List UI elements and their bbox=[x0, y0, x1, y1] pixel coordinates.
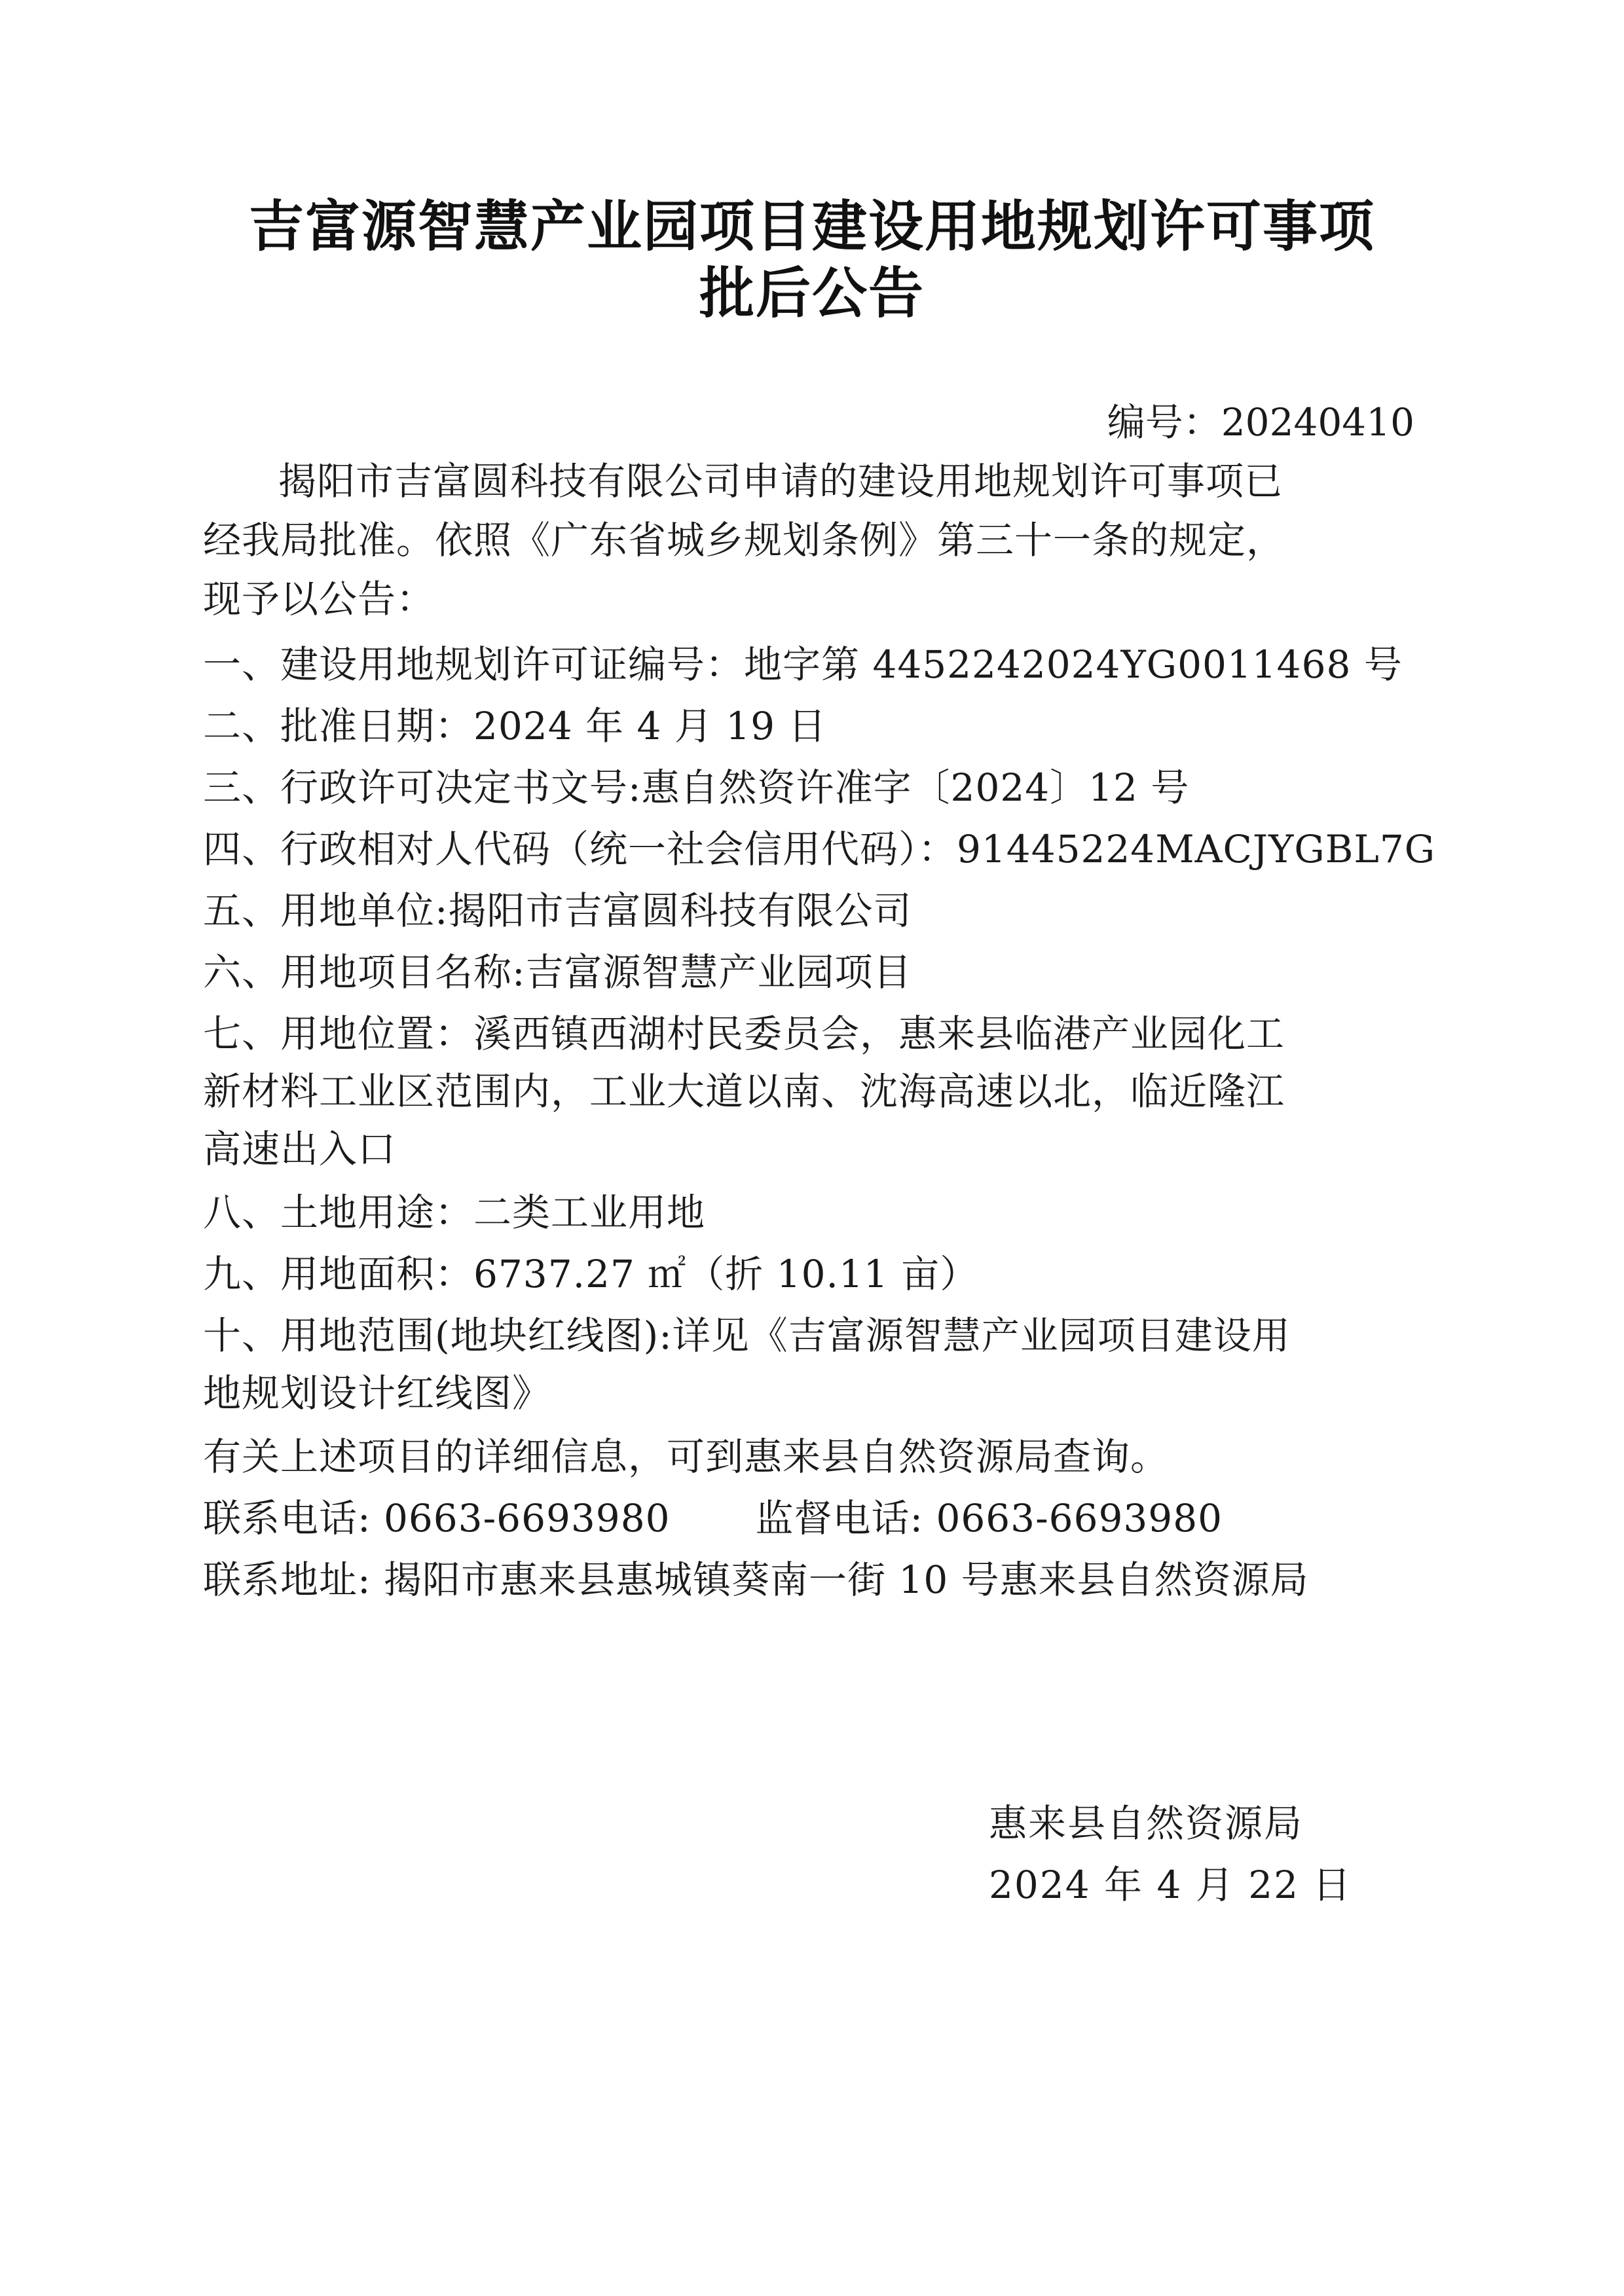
item-location-line-1: 七、用地位置：溪西镇西湖村民委员会，惠来县临港产业园化工 bbox=[203, 1011, 1285, 1056]
contact-address: 联系地址: 揭阳市惠来县惠城镇葵南一街 10 号惠来县自然资源局 bbox=[203, 1558, 1309, 1602]
item-land-scope-line-1: 十、用地范围(地块红线图):详见《吉富源智慧产业园项目建设用 bbox=[203, 1313, 1291, 1358]
item-land-scope-line-2: 地规划设计红线图》 bbox=[203, 1371, 551, 1415]
item-credit-code: 四、行政相对人代码（统一社会信用代码）：91445224MACJYGBL7G bbox=[203, 827, 1436, 871]
item-decision-number: 三、行政许可决定书文号:惠自然资许准字〔2024〕12 号 bbox=[203, 765, 1190, 810]
item-land-area: 九、用地面积：6737.27 ㎡（折 10.11 亩） bbox=[203, 1252, 979, 1296]
notice-title-line-2: 批后公告 bbox=[699, 261, 925, 325]
item-land-unit: 五、用地单位:揭阳市吉富圆科技有限公司 bbox=[203, 888, 912, 933]
supervise-phone: 监督电话: 0663-6693980 bbox=[755, 1496, 1223, 1540]
signature-date: 2024 年 4 月 22 日 bbox=[989, 1863, 1352, 1907]
notice-title-line-1: 吉富源智慧产业园项目建设用地规划许可事项 bbox=[248, 194, 1375, 259]
contact-phone: 联系电话: 0663-6693980 bbox=[203, 1496, 671, 1540]
footer-info: 有关上述项目的详细信息，可到惠来县自然资源局查询。 bbox=[203, 1434, 1170, 1479]
item-permit-number: 一、建设用地规划许可证编号：地字第 4452242024YG0011468 号 bbox=[203, 642, 1403, 687]
item-land-use: 八、土地用途：二类工业用地 bbox=[203, 1190, 706, 1235]
intro-line-3: 现予以公告： bbox=[203, 577, 435, 621]
item-project-name: 六、用地项目名称:吉富源智慧产业园项目 bbox=[203, 950, 912, 994]
item-approval-date: 二、批准日期：2024 年 4 月 19 日 bbox=[203, 704, 827, 748]
item-location-line-3: 高速出入口 bbox=[203, 1127, 397, 1171]
signature-org: 惠来县自然资源局 bbox=[989, 1801, 1304, 1846]
intro-line-2: 经我局批准。依照《广东省城乡规划条例》第三十一条的规定， bbox=[203, 518, 1285, 562]
item-location-line-2: 新材料工业区范围内，工业大道以南、沈海高速以北，临近隆江 bbox=[203, 1069, 1285, 1114]
document-number: 编号：20240410 bbox=[1107, 400, 1414, 445]
contact-row bbox=[203, 1492, 1223, 1544]
intro-line-1: 揭阳市吉富圆科技有限公司申请的建设用地规划许可事项已 bbox=[278, 459, 1283, 503]
